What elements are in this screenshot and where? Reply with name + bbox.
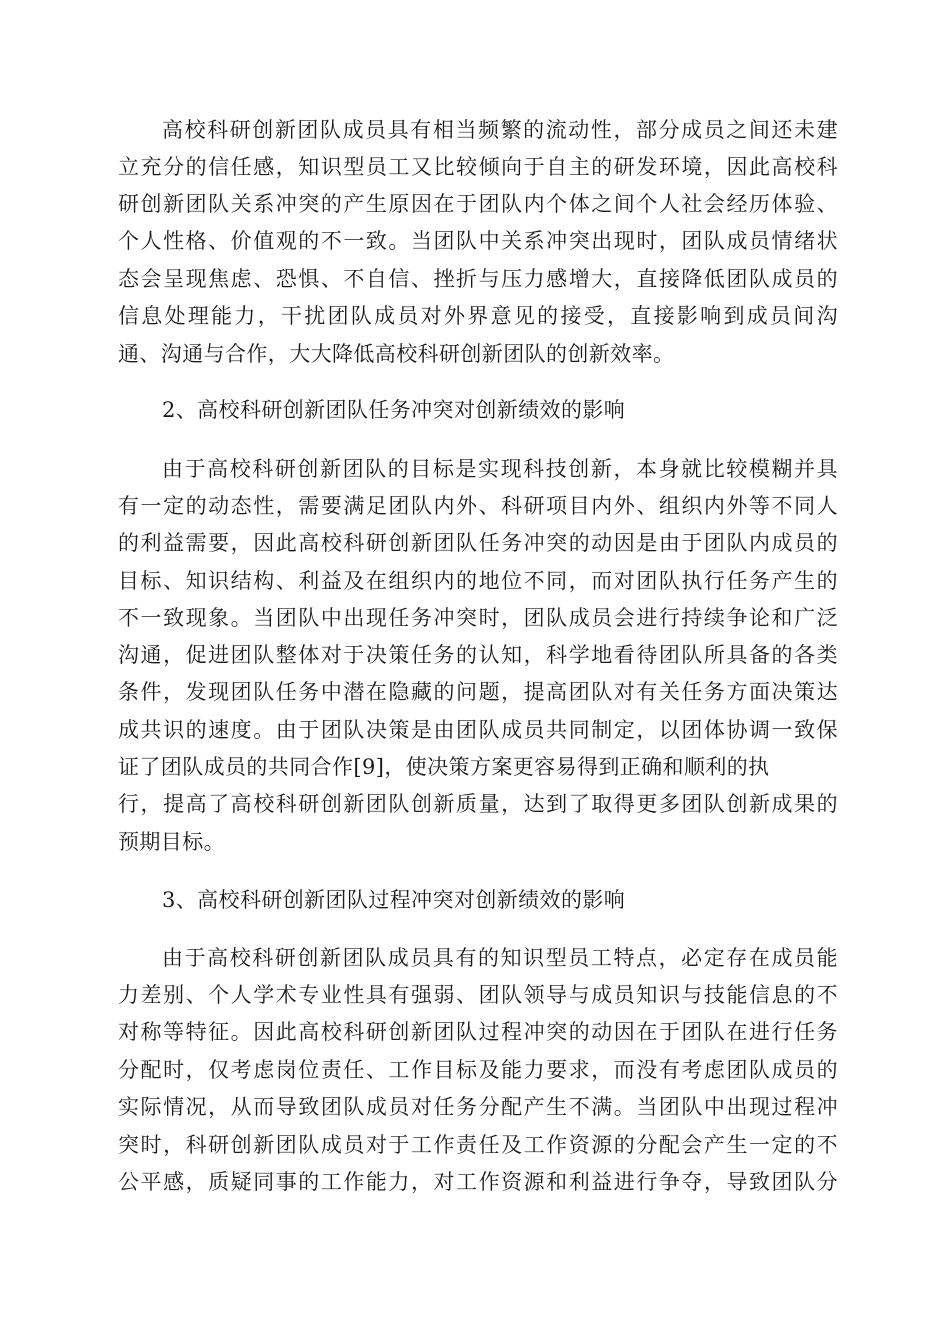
- paragraph-3-line-5: 实际情况，从而导致团队成员对任务分配产生不满。当团队中出现过程冲: [118, 1095, 838, 1119]
- paragraph-2-line-10: 行，提高了高校科研创新团队创新质量，达到了取得更多团队创新成果的: [118, 792, 838, 816]
- section-heading-3: 3、高校科研创新团队过程冲突对创新绩效的影响: [162, 888, 626, 912]
- paragraph-3-line-1: 由于高校科研创新团队成员具有的知识型员工特点，必定存在成员能: [162, 946, 838, 970]
- paragraph-2-line-11: 预期目标。: [118, 830, 225, 854]
- paragraph-2-line-7: 条件，发现团队任务中潜在隐藏的问题，提高团队对有关任务方面决策达: [118, 680, 838, 704]
- paragraph-1-line-4: 个人性格、价值观的不一致。当团队中关系冲突出现时，团队成员情绪状: [118, 229, 838, 253]
- paragraph-3-line-2: 力差别、个人学术专业性具有强弱、团队领导与成员知识与技能信息的不: [118, 983, 838, 1007]
- paragraph-1-line-6: 信息处理能力，干扰团队成员对外界意见的接受，直接影响到成员间沟: [118, 304, 838, 328]
- paragraph-3-line-3: 对称等特征。因此高校科研创新团队过程冲突的动因在于团队在进行任务: [118, 1020, 838, 1044]
- paragraph-3-line-7: 公平感，质疑同事的工作能力，对工作资源和利益进行争夺，导致团队分: [118, 1170, 838, 1194]
- paragraph-2-line-3: 的利益需要，因此高校科研创新团队任务冲突的动因是由于团队内成员的: [118, 531, 838, 555]
- paragraph-1-line-5: 态会呈现焦虑、恐惧、不自信、挫折与压力感增大，直接降低团队成员的: [118, 267, 838, 291]
- paragraph-2-line-2: 有一定的动态性，需要满足团队内外、科研项目内外、组织内外等不同人: [118, 494, 838, 518]
- paragraph-1-line-2: 立充分的信任感，知识型员工又比较倾向于自主的研发环境，因此高校科: [118, 155, 838, 179]
- paragraph-2-line-4: 目标、知识结构、利益及在组织内的地位不同，而对团队执行任务产生的: [118, 569, 838, 593]
- section-heading-2: 2、高校科研创新团队任务冲突对创新绩效的影响: [162, 398, 626, 422]
- paragraph-1-line-1: 高校科研创新团队成员具有相当频繁的流动性，部分成员之间还未建: [162, 118, 838, 142]
- paragraph-2-line-5: 不一致现象。当团队中出现任务冲突时，团队成员会进行持续争论和广泛: [118, 606, 838, 630]
- paragraph-1-line-7: 通、沟通与合作，大大降低高校科研创新团队的创新效率。: [118, 342, 675, 366]
- paragraph-3-line-6: 突时，科研创新团队成员对于工作责任及工作资源的分配会产生一定的不: [118, 1133, 838, 1157]
- paragraph-1-line-3: 研创新团队关系冲突的产生原因在于团队内个体之间个人社会经历体验、: [118, 192, 838, 216]
- paragraph-2-line-6: 沟通，促进团队整体对于决策任务的认知，科学地看待团队所具备的各类: [118, 643, 838, 667]
- paragraph-2-line-9: 证了团队成员的共同合作[9]，使决策方案更容易得到正确和顺利的执: [118, 755, 770, 779]
- paragraph-3-line-4: 分配时，仅考虑岗位责任、工作目标及能力要求，而没有考虑团队成员的: [118, 1058, 838, 1082]
- paragraph-2-line-8: 成共识的速度。由于团队决策是由团队成员共同制定，以团体协调一致保: [118, 718, 838, 742]
- paragraph-2-line-1: 由于高校科研创新团队的目标是实现科技创新，本身就比较模糊并具: [162, 457, 838, 481]
